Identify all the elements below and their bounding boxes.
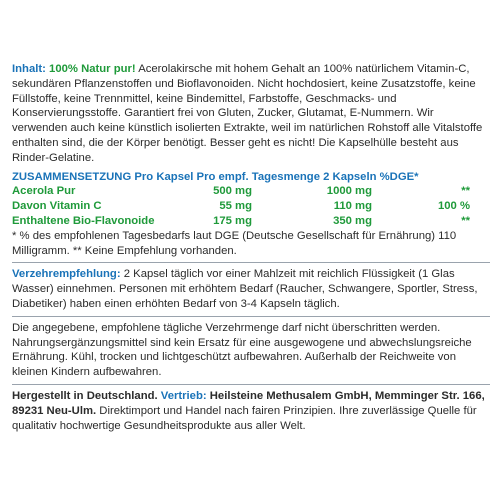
row-dge: 100 % bbox=[437, 200, 470, 213]
divider bbox=[12, 384, 490, 385]
made-in: Hergestellt in Deutschland. bbox=[12, 389, 158, 402]
hersteller-paragraph bbox=[12, 389, 490, 433]
row-dge: ** bbox=[461, 214, 470, 227]
inhalt-label: Inhalt: bbox=[12, 63, 46, 75]
row-per-capsule: 500 mg bbox=[213, 185, 252, 198]
verzehr-text: 2 Kapsel täglich vor einer Mahlzeit mit reichlich Flüssigkeit (1 Glas Wasser) einnehmen. Personen mit erhöhtem Bedarf (Raucher, Schwangere, Sportler, Stress, Diabetiker) haben einen erhöhten Bedarf von 3-4 Kapseln täglich. bbox=[12, 268, 478, 310]
composition-footnote: * % des empfohlenen Tagesbedarfs laut DGE (Deutsche Gesellschaft für Ernährung) 110 Milligramm. ** Keine Empfehlung vorhanden. bbox=[12, 229, 457, 257]
row-name: Acerola Pur bbox=[12, 185, 76, 198]
row-per-capsule: 175 mg bbox=[213, 214, 252, 227]
composition-table bbox=[12, 170, 490, 259]
row-name: Enthaltene Bio-Flavonoide bbox=[12, 214, 155, 227]
inhalt-highlight: 100% Natur pur! bbox=[49, 63, 136, 75]
company-address: Heilsteine Methusalem GmbH, Memminger Str. 166, 89231 Neu-Ulm. bbox=[12, 389, 485, 417]
row-per-day: 1000 mg bbox=[326, 185, 372, 198]
vertrieb-label: Vertrieb: bbox=[160, 389, 207, 402]
divider bbox=[12, 262, 490, 263]
composition-row-flavonoide bbox=[12, 214, 490, 229]
inhalt-text: Acerolakirsche mit hohem Gehalt an 100% natürlichem Vitamin-C, sekundären Pflanzenstoffen und Bioflavonoiden. Nicht hochdosiert, keine Zusatzstoffe, keine Füllstoffe, keine Trennmittel, keine Bindemittel, Farbstoffe, Geschmacks- und Konservierungsstoffe. Garantiert frei von Gluten, Zucker, Glutamat, E-Nummern. Wir verwenden auch keine künstlich isolierten Extrakte, weil im natürlichen Rohstoff alle Vitalstoffe enthalten sind, die der Körper benötigt. Besser geht es nicht! Die Kapselhülle besteht aus Rinder-Gelatine. bbox=[12, 63, 483, 164]
row-dge: ** bbox=[461, 185, 470, 198]
divider bbox=[12, 316, 490, 317]
verzehr-label: Verzehrempfehlung: bbox=[12, 268, 121, 281]
row-per-day: 110 mg bbox=[333, 200, 372, 213]
composition-header: ZUSAMMENSETZUNG Pro Kapsel Pro empf. Tagesmenge 2 Kapseln %DGE* bbox=[12, 170, 419, 183]
composition-row-acerola bbox=[12, 184, 490, 199]
product-info bbox=[12, 62, 490, 433]
hinweis-paragraph: Die angegebene, empfohlene tägliche Verzehrmenge darf nicht überschritten werden. Nahrungsergänzungsmittel sind kein Ersatz für eine ausgewogene und abwechslungsreiche Ernährung. Kühl, trocken und lichtgeschützt aufbewahren. Außerhalb der Reichweite von kleinen Kindern aufbewahren. bbox=[12, 321, 472, 379]
verzehr-paragraph bbox=[12, 267, 490, 311]
row-per-day: 350 mg bbox=[333, 214, 372, 227]
composition-row-vitamin-c bbox=[12, 199, 490, 214]
inhalt-paragraph bbox=[12, 62, 490, 166]
row-per-capsule: 55 mg bbox=[219, 200, 252, 213]
row-name: Davon Vitamin C bbox=[12, 200, 102, 213]
hersteller-text: Direktimport und Handel nach fairen Prinzipien. Ihre zuverlässige Quelle für qualitativ hochwertige Gesundheitsprodukte aus aller Welt. bbox=[12, 404, 477, 432]
